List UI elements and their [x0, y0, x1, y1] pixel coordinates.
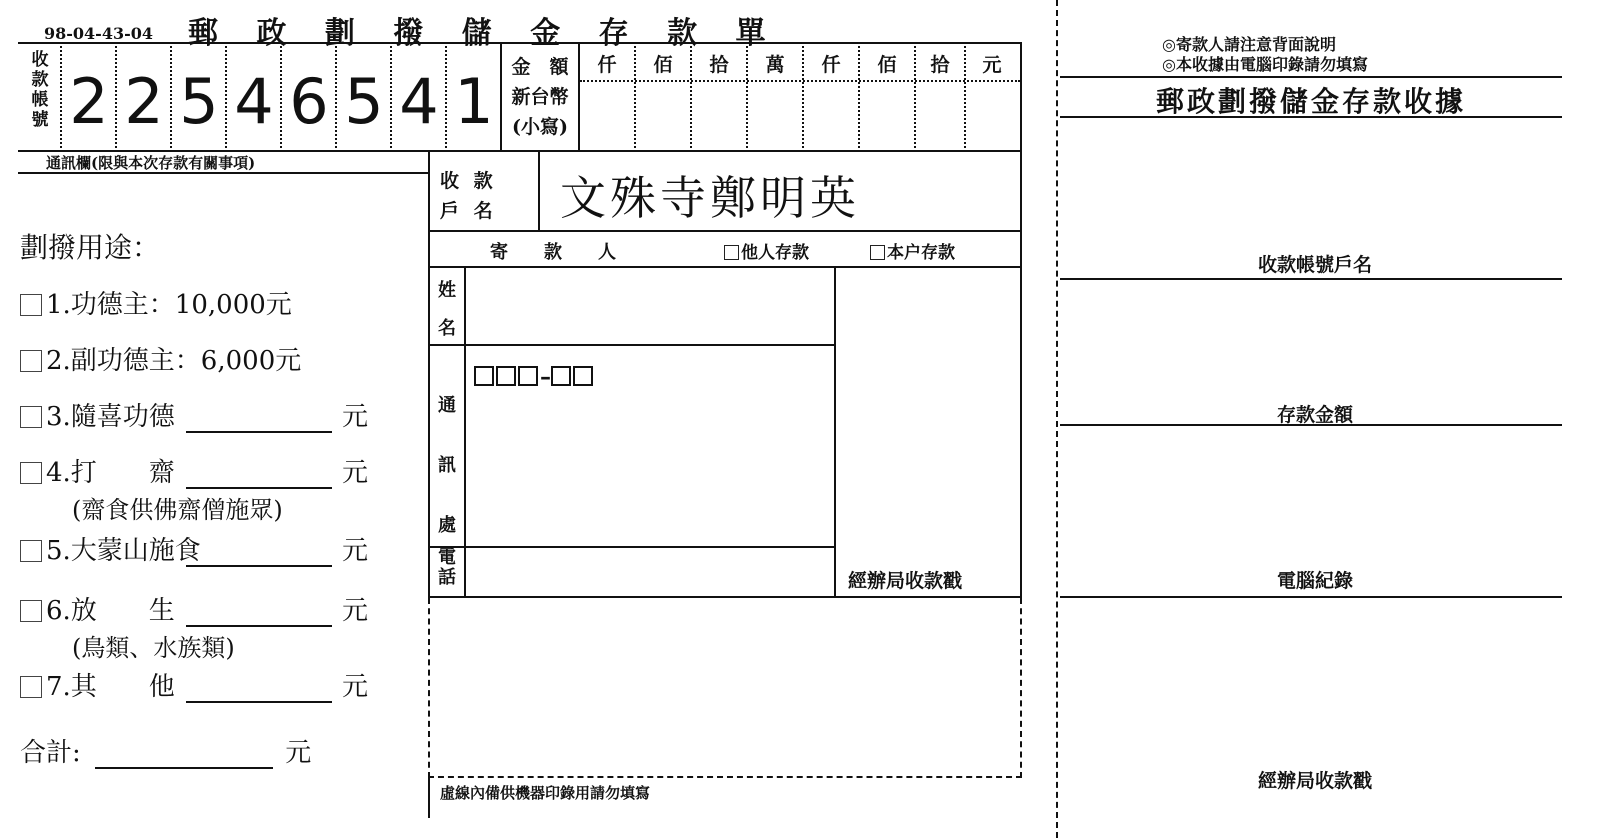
amount-unit: 仟 — [597, 54, 617, 76]
memo-label: 通訊欄(限與本次存款有關事項) — [46, 154, 256, 172]
option-self-deposit[interactable]: 本户存款 — [870, 238, 955, 263]
purpose-checkbox[interactable] — [20, 462, 42, 484]
purpose-note: (鳥類、水族類) — [72, 634, 235, 662]
account-digit: 6 — [289, 65, 329, 138]
frame-right — [1020, 42, 1022, 598]
purpose-note: (齋食供佛齋僧施眾) — [72, 496, 283, 524]
receipt-title: 郵政劃撥儲金存款收據 — [1155, 85, 1466, 118]
payee-label: 收 款 戶 名 — [440, 170, 497, 222]
machine-note: 虛線內備供機器印錄用請勿填寫 — [440, 784, 651, 802]
account-digit: 2 — [69, 65, 109, 138]
account-digit: 4 — [234, 65, 274, 138]
receipt-notice: ◎寄款人請注意背面說明 — [1162, 35, 1336, 54]
purpose-item[interactable]: 7.其 他 元 — [20, 666, 368, 703]
account-digit: 2 — [124, 65, 164, 138]
amount-unit: 佰 — [653, 54, 673, 76]
checkbox-other-deposit[interactable] — [724, 245, 739, 260]
name-field[interactable] — [466, 268, 832, 342]
amount-unit: 仟 — [821, 54, 841, 76]
amount-unit: 佰 — [877, 54, 897, 76]
postal-code-boxes[interactable]: – — [474, 366, 595, 391]
purpose-item[interactable]: 6.放 生 元 — [20, 590, 368, 627]
account-digit: 4 — [399, 65, 439, 138]
receipt-section-label: 經辦局收款戳 — [1257, 770, 1372, 792]
purpose-checkbox[interactable] — [20, 600, 42, 622]
address-label: 通 訊 處 — [438, 395, 456, 536]
payee-name: 文殊寺鄭明英 — [560, 171, 860, 225]
form-code: 98-04-43-04 — [44, 24, 153, 43]
total-unit: 元 — [285, 738, 312, 768]
purpose-checkbox[interactable] — [20, 676, 42, 698]
perforation-line — [1056, 0, 1058, 838]
checkbox-self-deposit[interactable] — [870, 245, 885, 260]
purpose-checkbox[interactable] — [20, 350, 42, 372]
address-field[interactable] — [466, 400, 832, 540]
account-digit: 1 — [454, 65, 494, 138]
purpose-item[interactable]: 2.副功德主：6,000元 — [20, 340, 301, 377]
name-label: 姓 名 — [438, 280, 456, 339]
frame-top — [18, 42, 1022, 44]
purpose-heading: 劃撥用途： — [20, 231, 161, 264]
phone-label: 電 話 — [438, 547, 456, 588]
depositor-label: 寄 款 人 — [490, 242, 616, 263]
purpose-checkbox[interactable] — [20, 294, 42, 316]
amount-unit: 元 — [982, 54, 1002, 76]
purpose-item[interactable]: 5.大蒙山施食 元 — [20, 530, 368, 567]
receipt-section-label: 存款金額 — [1276, 404, 1353, 426]
account-digit: 5 — [344, 65, 384, 138]
account-label: 收 款 帳 號 — [31, 50, 49, 130]
receipt-notice: ◎本收據由電腦印錄請勿填寫 — [1162, 55, 1368, 74]
stamp-label: 經辦局收款戳 — [848, 570, 963, 592]
amount-label: 金 額 新台幣 (小寫) — [511, 56, 569, 138]
machine-area-bottom — [428, 776, 1022, 778]
purpose-item[interactable]: 4.打 齋 元 — [20, 452, 368, 489]
machine-area-left — [428, 598, 430, 778]
option-other-deposit[interactable]: 他人存款 — [724, 238, 809, 263]
receipt-section-label: 電腦紀錄 — [1276, 570, 1353, 592]
total-label: 合計: — [20, 738, 81, 768]
phone-field[interactable] — [466, 548, 832, 592]
amount-unit: 拾 — [709, 54, 729, 76]
purpose-checkbox[interactable] — [20, 406, 42, 428]
purpose-item[interactable]: 3.隨喜功德 元 — [20, 396, 368, 433]
form-title: 郵 政 劃 撥 儲 金 存 款 單 — [188, 16, 780, 51]
total-field[interactable] — [95, 741, 273, 769]
account-digit: 5 — [179, 65, 219, 138]
amount-unit: 拾 — [930, 54, 950, 76]
amount-unit: 萬 — [765, 54, 785, 76]
receipt-section-label: 收款帳號戶名 — [1257, 254, 1372, 276]
total-row — [20, 732, 311, 769]
purpose-checkbox[interactable] — [20, 540, 42, 562]
purpose-item[interactable]: 1.功德主：10,000元 — [20, 284, 292, 321]
machine-area-right — [1020, 598, 1022, 778]
